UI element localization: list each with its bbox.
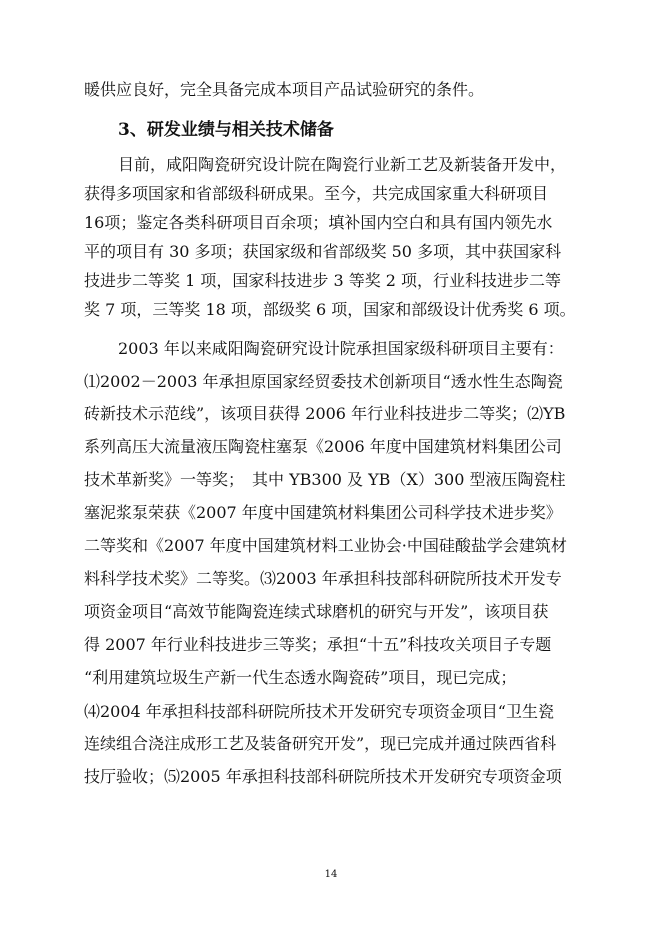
text-line: 技进步二等奖 1 项，国家科技进步 3 等奖 2 项，行业科技进步二等 [84,271,562,290]
text-line: 塞泥浆泵荣获《2007 年度中国建筑材料集团公司科学技术进步奖》 [84,503,562,522]
section-heading: 3、研发业绩与相关技术储备 [118,120,334,140]
text-line: 项资金项目“高效节能陶瓷连续式球磨机的研究与开发”，该项目获 [84,602,549,621]
text-line: 目前，咸阳陶瓷研究设计院在陶瓷行业新工艺及新装备开发中， [118,155,567,174]
text-line: 技术革新奖》一等奖； 其中 YB300 及 YB（X）300 型液压陶瓷柱 [84,470,566,489]
text-line: ⑷2004 年承担科技部科研院所技术开发研究专项资金项目“卫生瓷 [84,702,554,721]
text-line: 获得多项国家和省部级科研成果。至今，共完成国家重大科研项目 [84,184,549,203]
text-line: 系列高压大流量液压陶瓷柱塞泵《2006 年度中国建筑材料集团公司 [84,437,562,456]
text-line: ⑴2002－2003 年承担原国家经贸委技术创新项目“透水性生态陶瓷 [84,372,563,391]
text-line: 16项；鉴定各类科研项目百余项；填补国内空白和具有国内领先水 [84,213,553,232]
text-line: 得 2007 年行业科技进步三等奖；承担“十五”科技攻关项目子专题 [84,635,552,654]
text-line: 二等奖和《2007 年度中国建筑材料工业协会·中国硅酸盐学会建筑材 [84,536,567,555]
text-line: 连续组合浇注成形工艺及装备研究开发”，现已完成并通过陕西省科 [84,734,557,753]
text-line: 平的项目有 30 多项；获国家级和省部级奖 50 多项，其中获国家科 [84,242,562,261]
text-line: 奖 7 项，三等奖 18 项，部级奖 6 项，国家和部级设计优秀奖 6 项。 [84,300,576,319]
text-line: 料科学技术奖》二等奖。⑶2003 年承担科技部科研院所技术开发专 [84,569,562,588]
text-line: 技厅验收；⑸2005 年承担科技部科研院所技术开发研究专项资金项 [84,767,562,786]
text-line: 2003 年以来咸阳陶瓷研究设计院承担国家级科研项目主要有： [118,339,564,358]
text-line: 暖供应良好，完全具备完成本项目产品试验研究的条件。 [84,80,485,99]
text-line: 砖新技术示范线”，该项目获得 2006 年行业科技进步二等奖；⑵YB [84,404,566,423]
page-number: 14 [324,869,338,880]
text-line: “利用建筑垃圾生产新一代生态透水陶瓷砖”项目，现已完成； [84,668,517,687]
